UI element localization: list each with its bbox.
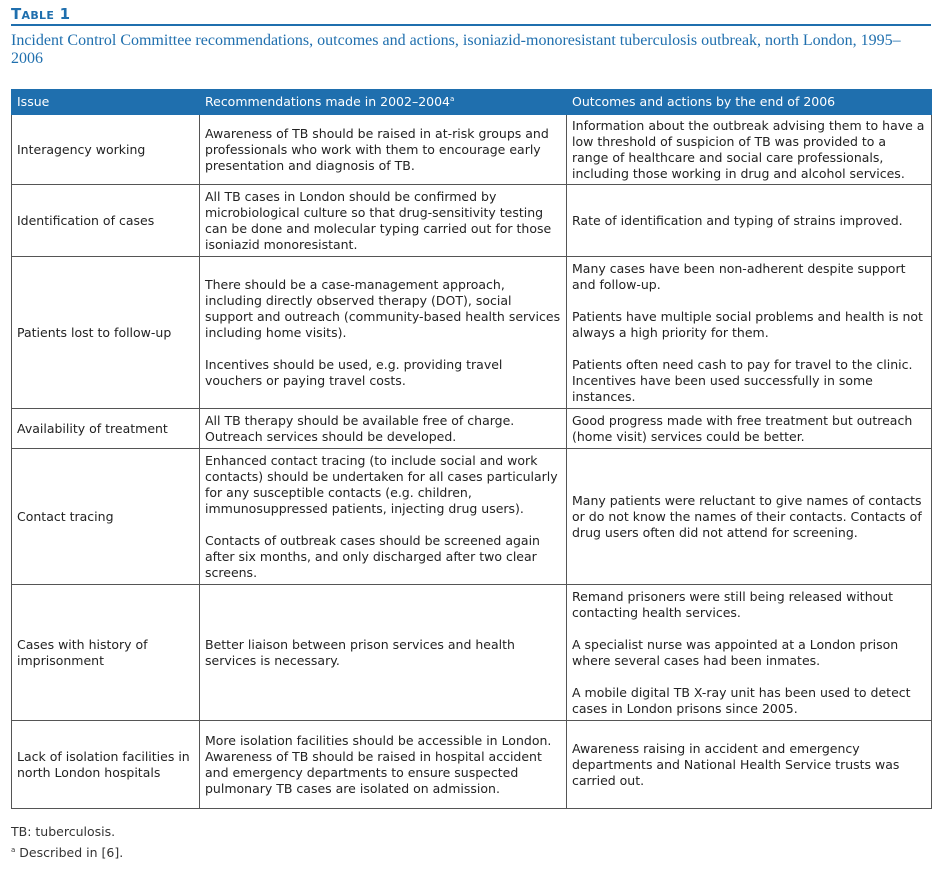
recommendations-paragraph: Enhanced contact tracing (to include social and work contacts) should be undertaken for all cases particularly for any susceptible contacts (e.g. children, immunosuppressed patients, injecting drug users). — [205, 452, 558, 516]
outcomes-cell — [567, 115, 932, 185]
table-row — [12, 585, 932, 721]
issue-cell: Cases with history of imprisonment — [12, 585, 200, 721]
table-row — [12, 721, 932, 809]
outcomes-cell — [567, 585, 932, 721]
recommendations-cell — [200, 185, 567, 257]
issue-cell: Contact tracing — [12, 449, 200, 585]
outcomes-paragraph: Many cases have been non-adherent despite support and follow-up. — [572, 260, 906, 292]
footnote-a — [11, 842, 931, 863]
outcomes-paragraph: Remand prisoners were still being released without contacting health services. — [572, 588, 894, 620]
outcomes-paragraph: A specialist nurse was appointed at a London prison where several cases had been inmates. — [572, 636, 899, 668]
outcomes-cell — [567, 721, 932, 809]
footnote-abbreviation: TB: tuberculosis. — [11, 824, 116, 839]
data-table — [11, 89, 932, 809]
recommendations-paragraph: All TB therapy should be available free of charge. Outreach services should be developed. — [205, 412, 515, 444]
recommendations-paragraph: Awareness of TB should be raised in at-risk groups and professionals who work with them to encourage early presentation and diagnosis of TB. — [205, 125, 549, 173]
table-row — [12, 115, 932, 185]
title-rule — [11, 24, 931, 26]
column-header-recommendations-label: Recommendations made in 2002–2004 — [205, 94, 451, 109]
header-row — [12, 90, 932, 115]
outcomes-cell — [567, 185, 932, 257]
footnotes — [11, 821, 931, 863]
table-body — [12, 115, 932, 809]
recommendations-paragraph: Contacts of outbreak cases should be screened again after six months, and only discharged after two clear screens. — [205, 532, 540, 580]
outcomes-paragraph: Rate of identification and typing of strains improved. — [572, 212, 903, 228]
outcomes-paragraph: Awareness raising in accident and emergency departments and National Health Service trusts was carried out. — [572, 740, 900, 788]
outcomes-paragraph: Information about the outbreak advising them to have a low threshold of suspicion of TB was provided to a range of healthcare and social care professionals, including those working in drug and alcohol services. — [572, 117, 925, 181]
outcomes-paragraph: Patients have multiple social problems and health is not always a high priority for them. — [572, 308, 923, 340]
column-header-issue: Issue — [12, 90, 200, 115]
issue-cell: Availability of treatment — [12, 409, 200, 449]
table-caption: Incident Control Committee recommendations, outcomes and actions, isoniazid-monoresistant tuberculosis outbreak, north London, 1995–2006 — [11, 32, 901, 67]
outcomes-cell — [567, 257, 932, 409]
issue-cell: Identification of cases — [12, 185, 200, 257]
outcomes-paragraph: Many patients were reluctant to give names of contacts or do not know the names of their contacts. Contacts of drug users often did not attend for screening. — [572, 492, 922, 540]
recommendations-cell — [200, 585, 567, 721]
issue-cell: Interagency working — [12, 115, 200, 185]
table-label: Table 1 — [11, 5, 71, 23]
table-row — [12, 449, 932, 585]
table-row — [12, 185, 932, 257]
outcomes-paragraph: A mobile digital TB X-ray unit has been used to detect cases in London prisons since 2005. — [572, 684, 911, 716]
recommendations-cell — [200, 409, 567, 449]
recommendations-paragraph: Incentives should be used, e.g. providing travel vouchers or paying travel costs. — [205, 356, 503, 388]
recommendations-paragraph: All TB cases in London should be confirmed by microbiological culture so that drug-sensitivity testing can be done and molecular typing carried out for those isoniazid monoresistant. — [205, 188, 552, 252]
issue-cell: Patients lost to follow-up — [12, 257, 200, 409]
footnote-a-text: Described in [6]. — [15, 845, 124, 860]
column-header-recommendations — [200, 90, 567, 115]
table-row — [12, 257, 932, 409]
footnote-marker: a — [450, 94, 455, 103]
column-header-outcomes: Outcomes and actions by the end of 2006 — [567, 90, 932, 115]
document — [11, 6, 931, 863]
recommendations-cell — [200, 257, 567, 409]
outcomes-paragraph: Patients often need cash to pay for travel to the clinic. Incentives have been used successfully in some instances. — [572, 356, 913, 404]
recommendations-paragraph: More isolation facilities should be accessible in London. Awareness of TB should be raised in hospital accident and emergency departments to ensure suspected pulmonary TB cases are isolated on admission. — [205, 732, 552, 796]
footnote-a-marker: a — [11, 845, 16, 854]
recommendations-cell — [200, 115, 567, 185]
recommendations-cell — [200, 449, 567, 585]
recommendations-paragraph: Better liaison between prison services and health services is necessary. — [205, 636, 515, 668]
recommendations-cell — [200, 721, 567, 809]
recommendations-paragraph: There should be a case-management approach, including directly observed therapy (DOT), social support and outreach (community-based health services including home visits). — [205, 276, 561, 340]
outcomes-cell — [567, 409, 932, 449]
outcomes-paragraph: Good progress made with free treatment but outreach (home visit) services could be better. — [572, 412, 913, 444]
table-row — [12, 409, 932, 449]
issue-cell: Lack of isolation facilities in north London hospitals — [12, 721, 200, 809]
outcomes-cell — [567, 449, 932, 585]
